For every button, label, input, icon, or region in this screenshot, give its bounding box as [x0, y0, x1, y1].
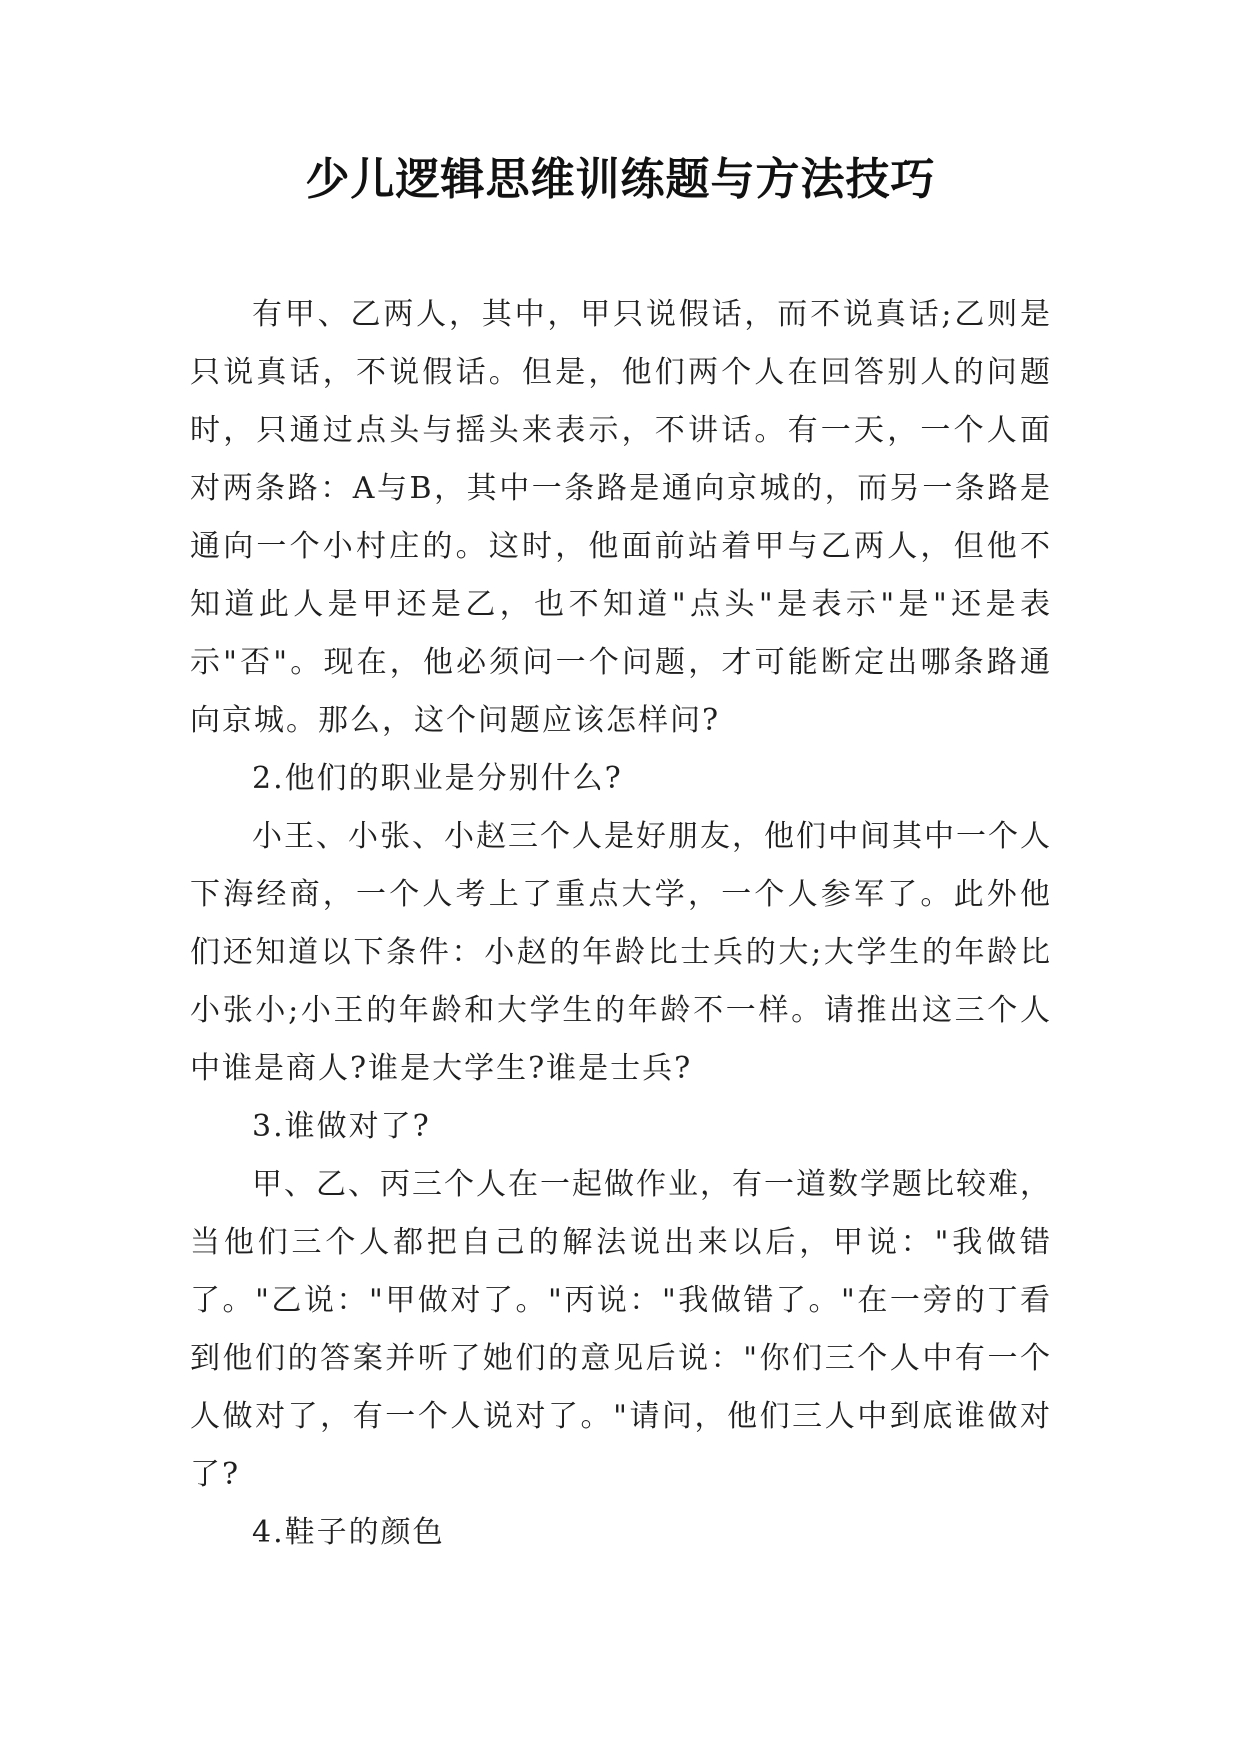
paragraph-homework-puzzle: 甲、乙、丙三个人在一起做作业，有一道数学题比较难，当他们三个人都把自己的解法说出来以后，甲说："我做错了。"乙说："甲做对了。"丙说："我做错了。"在一旁的丁看到他们的答案并听了她们的意见后说："你们三个人中有一个人做对了，有一个人说对了。"请问，他们三人中到底谁做对了?	[190, 1167, 1052, 1492]
question-heading-3: 3.谁做对了?	[252, 1109, 431, 1144]
paragraph-professions-puzzle: 小王、小张、小赵三个人是好朋友，他们中间其中一个人下海经商，一个人考上了重点大学，一个人参军了。此外他们还知道以下条件：小赵的年龄比士兵的大;大学生的年龄比小张小;小王的年龄和大学生的年龄不一样。请推出这三个人中谁是商人?谁是大学生?谁是士兵?	[190, 819, 1052, 1086]
question-heading-4: 4.鞋子的颜色	[252, 1515, 445, 1550]
document-body	[190, 286, 1052, 1562]
paragraph-liars-puzzle: 有甲、乙两人，其中，甲只说假话，而不说真话;乙则是只说真话，不说假话。但是，他们两个人在回答别人的问题时，只通过点头与摇头来表示，不讲话。有一天，一个人面对两条路：A与B，其中一条路是通向京城的，而另一条路是通向一个小村庄的。这时，他面前站着甲与乙两人，但他不知道此人是甲还是乙，也不知道"点头"是表示"是"还是表示"否"。现在，他必须问一个问题，才可能断定出哪条路通向京城。那么，这个问题应该怎样问?	[190, 297, 1052, 738]
document-title: 少儿逻辑思维训练题与方法技巧	[305, 154, 936, 205]
question-heading-2: 2.他们的职业是分别什么?	[252, 761, 623, 796]
